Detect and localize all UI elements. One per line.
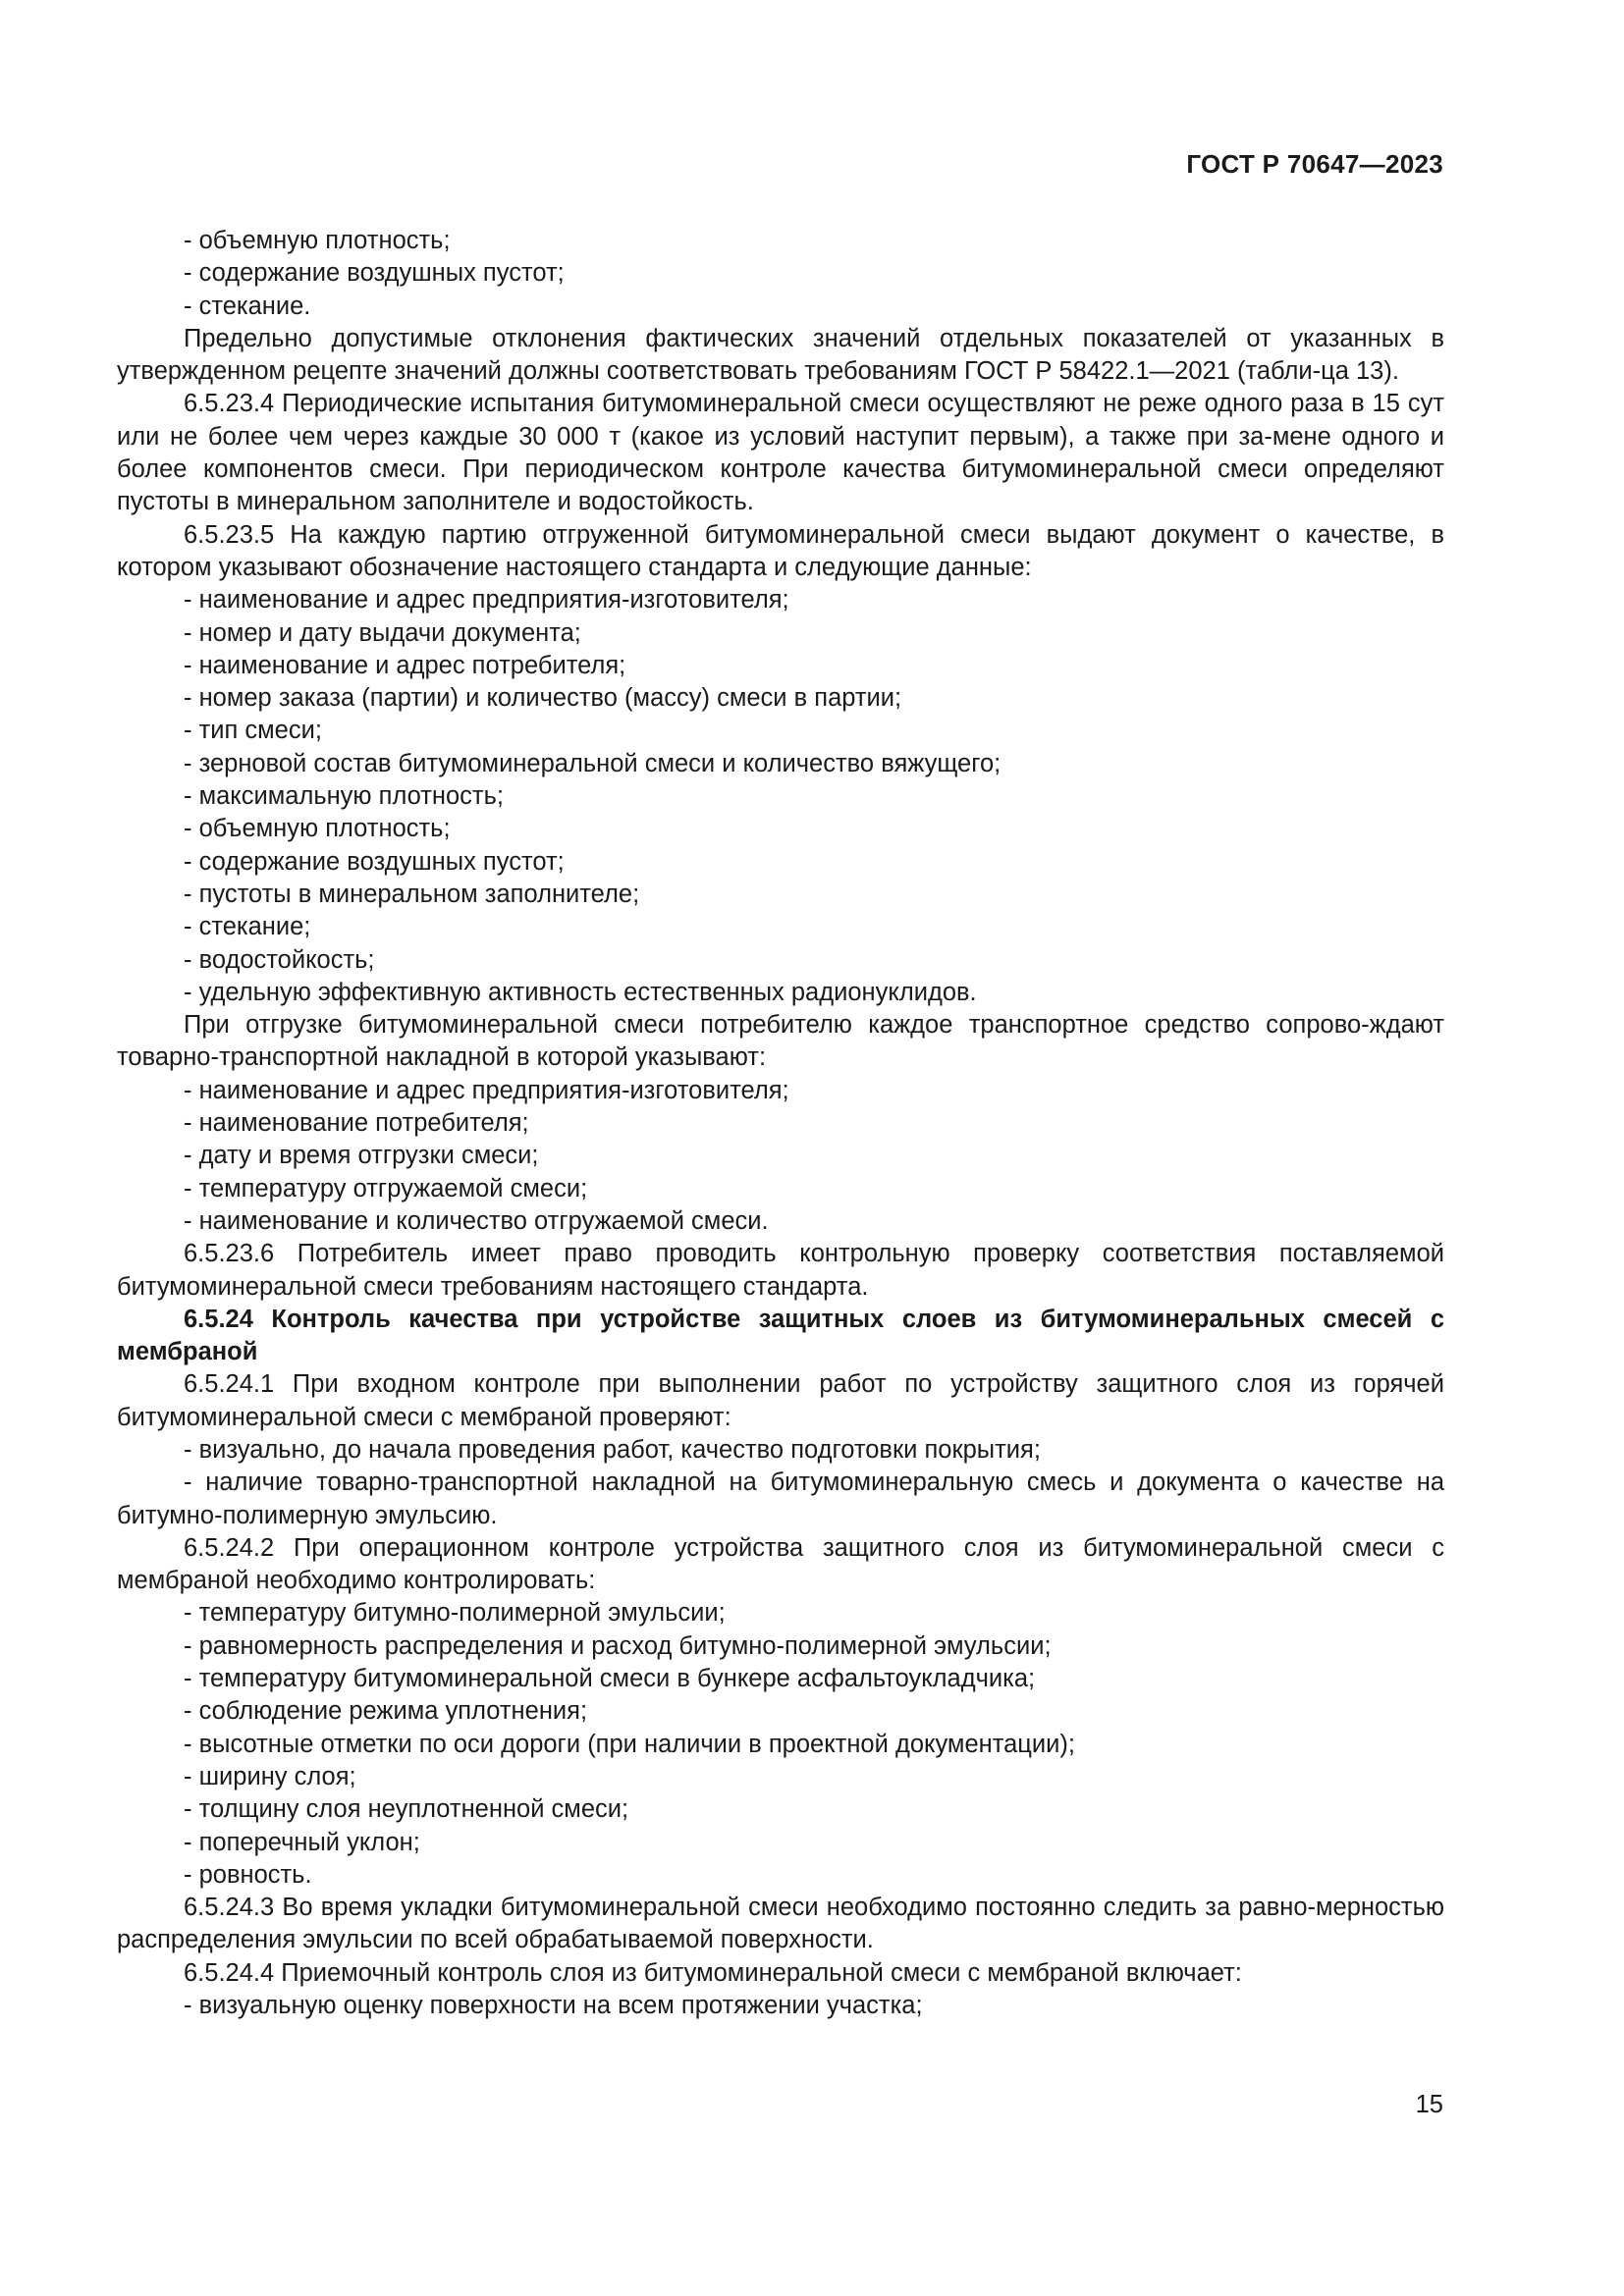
list-item: - содержание воздушных пустот; — [184, 847, 565, 876]
list-item: - наличие товарно-транспортной накладной на битумоминеральную смесь и документа о качестве на битумно-полимерную эмульсию. — [117, 1468, 1444, 1529]
section-heading: 6.5.24 Контроль качества при устройстве защитных слоев из битумоминеральных смесей с мембраной — [117, 1305, 1444, 1366]
list-item: - наименование и количество отгружаемой смеси. — [184, 1206, 769, 1235]
list-item: - равномерность распределения и расход битумно-полимерной эмульсии; — [184, 1631, 1052, 1660]
list-item: - наименование и адрес предприятия-изготовителя; — [184, 586, 789, 614]
list-item: - ширину слоя; — [184, 1762, 356, 1790]
list-item: - поперечный уклон; — [184, 1828, 420, 1856]
list-item: - тип смеси; — [184, 717, 322, 745]
list-item: - стекание. — [184, 292, 311, 320]
list-item: - наименование и адрес предприятия-изготовителя; — [184, 1076, 789, 1104]
page-number: 15 — [1415, 2091, 1443, 2118]
paragraph: 6.5.24.2 При операционном контроле устройства защитного слоя из битумоминеральной смеси с мембраной необходимо контролировать: — [117, 1533, 1444, 1595]
document-body — [117, 225, 1444, 2022]
list-item: - толщину слоя неуплотненной смеси; — [184, 1795, 629, 1824]
list-item: - температуру битумно-полимерной эмульсии; — [184, 1599, 726, 1628]
document-code-header: ГОСТ Р 70647—2023 — [1186, 149, 1443, 179]
list-item: - удельную эффективную активность естественных радионуклидов. — [184, 978, 977, 1006]
paragraph: При отгрузке битумоминеральной смеси потребителю каждое транспортное средство сопрово-ждают товарно-транспортной накладной в которой указывают: — [117, 1011, 1444, 1072]
paragraph: 6.5.24.1 При входном контроле при выполнении работ по устройству защитного слоя из горячей битумоминеральной смеси с мембраной проверяют: — [117, 1370, 1444, 1431]
list-item: - объемную плотность; — [184, 815, 451, 843]
list-item: - пустоты в минеральном заполнителе; — [184, 880, 640, 908]
paragraph: 6.5.23.5 На каждую партию отгруженной битумоминеральной смеси выдают документ о качестве, в котором указывают обозначение настоящего стандарта и следующие данные: — [117, 520, 1444, 581]
list-item: - максимальную плотность; — [184, 782, 504, 811]
list-item: - температуру отгружаемой смеси; — [184, 1174, 588, 1202]
paragraph: 6.5.24.3 Во время укладки битумоминеральной смеси необходимо постоянно следить за равно-мерностью распределения эмульсии по всей обрабатываемой поверхности. — [117, 1894, 1444, 1954]
list-item: - наименование потребителя; — [184, 1109, 529, 1138]
list-item: - соблюдение режима уплотнения; — [184, 1697, 588, 1726]
list-item: - визуально, до начала проведения работ, качество подготовки покрытия; — [184, 1435, 1041, 1464]
paragraph: 6.5.24.4 Приемочный контроль слоя из битумоминеральной смеси с мембраной включает: — [184, 1958, 1242, 1987]
list-item: - дату и время отгрузки смеси; — [184, 1142, 539, 1170]
list-item: - температуру битумоминеральной смеси в бункере асфальтоукладчика; — [184, 1665, 1036, 1693]
paragraph: 6.5.23.4 Периодические испытания битумоминеральной смеси осуществляют не реже одного раза в 15 сут или не более чем через каждые 30 000 т (какое из условий наступит первым), а также при за-мене одного и более компонентов смеси. При периодическом контроле качества битумоминеральной смеси определяют пустоты в минеральном заполнителе и водостойкость. — [117, 390, 1444, 516]
paragraph: 6.5.23.6 Потребитель имеет право проводить контрольную проверку соответствия поставляемой битумоминеральной смеси требованиям настоящего стандарта. — [117, 1240, 1444, 1301]
list-item: - высотные отметки по оси дороги (при наличии в проектной документации); — [184, 1730, 1075, 1758]
list-item: - номер заказа (партии) и количество (массу) смеси в партии; — [184, 684, 902, 713]
list-item: - содержание воздушных пустот; — [184, 259, 565, 288]
list-item: - водостойкость; — [184, 945, 375, 974]
paragraph: Предельно допустимые отклонения фактических значений отдельных показателей от указанных в утвержденном рецепте значений должны соответствовать требованиям ГОСТ Р 58422.1—2021 (табли-ца 13). — [117, 324, 1444, 386]
list-item: - визуальную оценку поверхности на всем протяжении участка; — [184, 1992, 923, 2020]
list-item: - зерновой состав битумоминеральной смеси и количество вяжущего; — [184, 749, 1001, 777]
list-item: - номер и дату выдачи документа; — [184, 618, 581, 647]
list-item: - объемную плотность; — [184, 227, 451, 254]
list-item: - наименование и адрес потребителя; — [184, 651, 626, 679]
list-item: - стекание; — [184, 913, 311, 941]
list-item: - ровность. — [184, 1860, 312, 1889]
